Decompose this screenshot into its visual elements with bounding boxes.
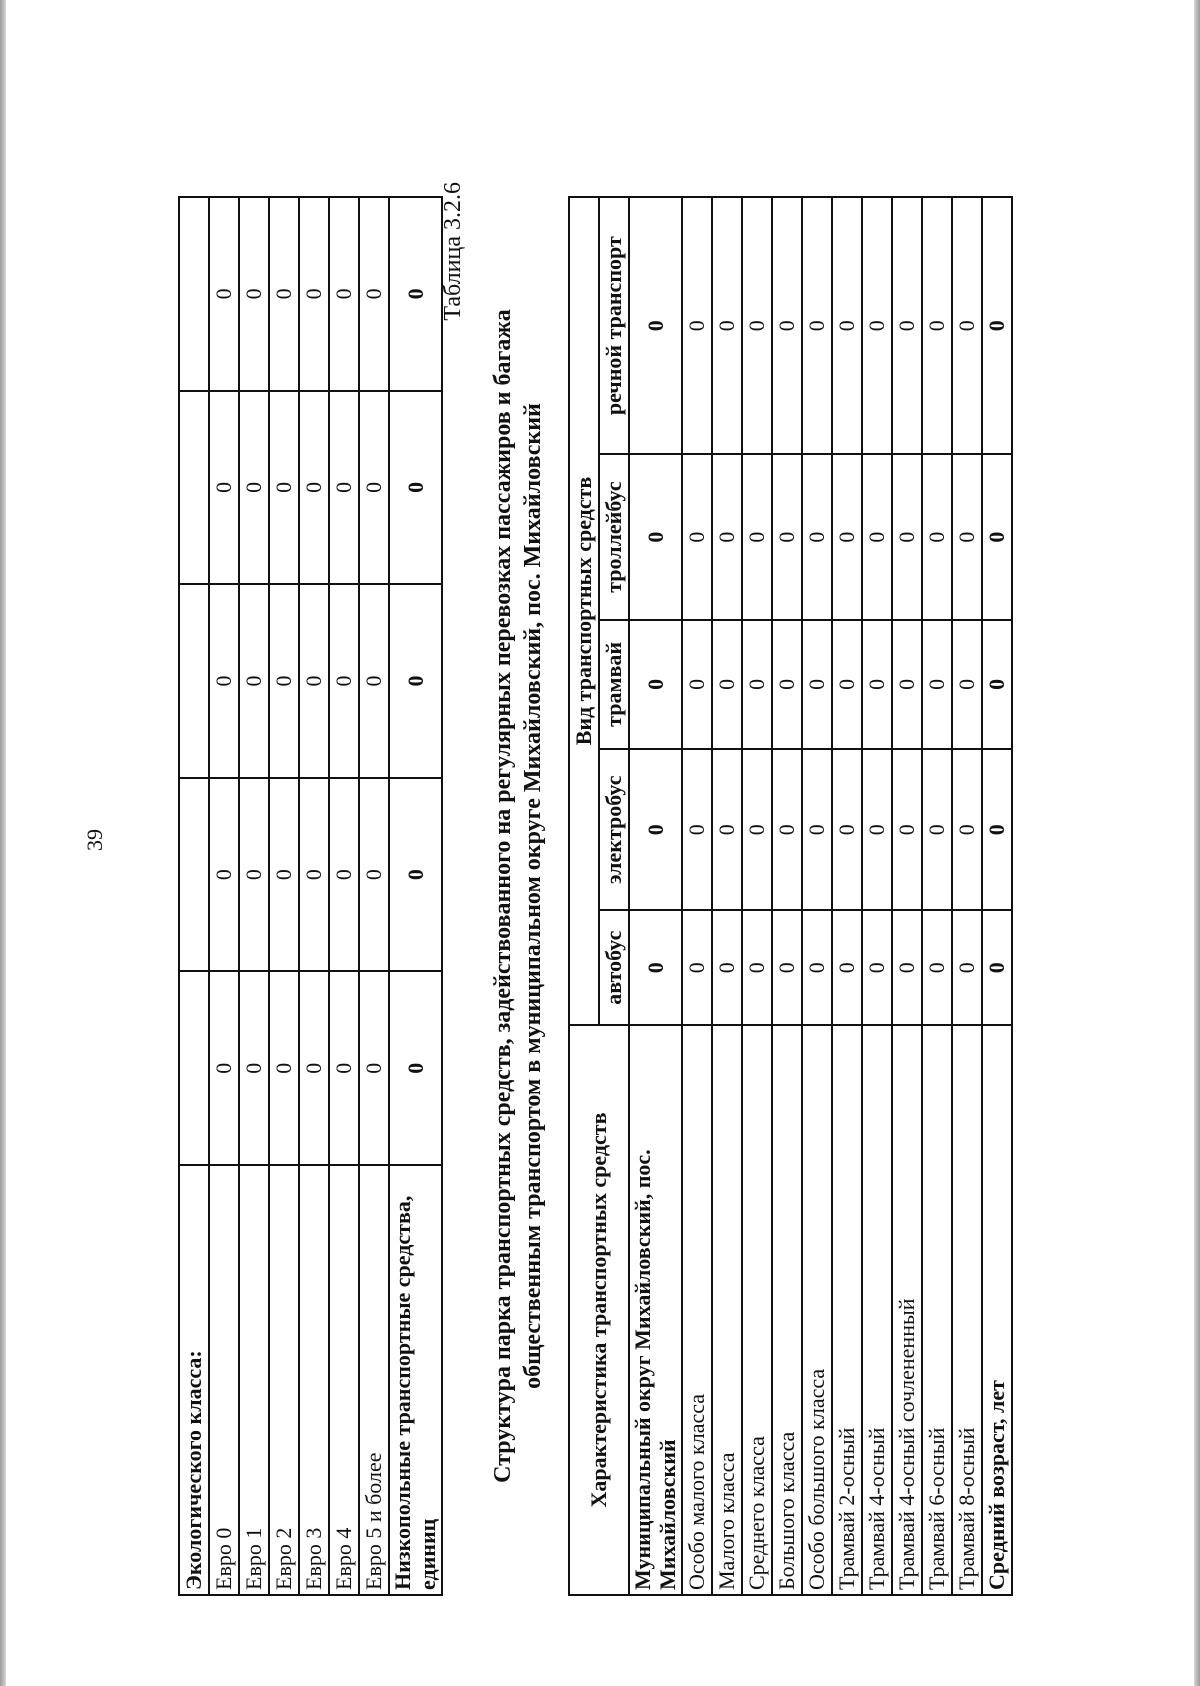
table-row — [802, 197, 832, 1595]
rotated-page-content — [170, 176, 1170, 1596]
table-number: Таблица 3.2.6 — [440, 182, 466, 321]
table-cell: 0 — [269, 778, 299, 972]
header-characteristic: Характеристика транспортных средств — [569, 1025, 629, 1595]
table-cell: 0 — [712, 454, 742, 619]
table-cell: 0 — [802, 749, 832, 910]
row-label: Малого класса — [712, 1025, 742, 1595]
table-cell — [179, 391, 209, 585]
table-cell: 0 — [742, 910, 772, 1025]
table-cell: 0 — [209, 584, 239, 778]
table-cell: 0 — [329, 971, 359, 1165]
table-row — [239, 197, 269, 1595]
table-cell: 0 — [982, 749, 1012, 910]
table-cell: 0 — [329, 197, 359, 391]
table-row — [892, 197, 922, 1595]
table-cell: 0 — [772, 620, 802, 749]
table-cell: 0 — [299, 197, 329, 391]
table-row — [742, 197, 772, 1595]
table-cell: 0 — [862, 454, 892, 619]
table-cell: 0 — [862, 749, 892, 910]
table-cell: 0 — [922, 749, 952, 910]
row-label: Особо большого класса — [802, 1025, 832, 1595]
table-cell: 0 — [299, 584, 329, 778]
column-header: троллейбус — [599, 454, 629, 619]
table-cell: 0 — [862, 620, 892, 749]
table-cell: 0 — [239, 197, 269, 391]
row-label: Трамвай 2-осный — [832, 1025, 862, 1595]
table-cell: 0 — [629, 620, 682, 749]
table-cell: 0 — [982, 910, 1012, 1025]
table-cell: 0 — [299, 971, 329, 1165]
table-cell: 0 — [629, 910, 682, 1025]
column-header: речной транспорт — [599, 197, 629, 454]
table-cell: 0 — [629, 454, 682, 619]
row-label: Трамвай 4-осный сочлененный — [892, 1025, 922, 1595]
table-cell: 0 — [892, 749, 922, 910]
table-cell: 0 — [389, 391, 442, 585]
table-cell: 0 — [952, 620, 982, 749]
table-cell: 0 — [982, 620, 1012, 749]
table-cell — [179, 971, 209, 1165]
table-cell: 0 — [892, 910, 922, 1025]
table-cell: 0 — [329, 778, 359, 972]
column-header: электробус — [599, 749, 629, 910]
table-cell: 0 — [359, 391, 389, 585]
table-cell: 0 — [712, 749, 742, 910]
row-label: Евро 2 — [269, 1165, 299, 1595]
table-header-row — [569, 197, 599, 1595]
column-header: автобус — [599, 910, 629, 1025]
table-cell: 0 — [299, 778, 329, 972]
table-row — [922, 197, 952, 1595]
table-cell: 0 — [329, 391, 359, 585]
table-cell: 0 — [742, 749, 772, 910]
table-cell: 0 — [359, 584, 389, 778]
table-cell: 0 — [802, 454, 832, 619]
table-row — [952, 197, 982, 1595]
table-title — [488, 196, 548, 1596]
table-cell: 0 — [742, 454, 772, 619]
row-label: Трамвай 8-осный — [952, 1025, 982, 1595]
table-row — [389, 197, 442, 1595]
row-label: Большого класса — [772, 1025, 802, 1595]
table-cell: 0 — [712, 910, 742, 1025]
table-cell: 0 — [269, 971, 299, 1165]
table-cell: 0 — [389, 971, 442, 1165]
table-cell: 0 — [892, 454, 922, 619]
table-cell: 0 — [299, 391, 329, 585]
table-cell: 0 — [682, 749, 712, 910]
table-row — [209, 197, 239, 1595]
table-cell: 0 — [629, 197, 682, 454]
table-cell: 0 — [772, 749, 802, 910]
table-row — [682, 197, 712, 1595]
table-cell: 0 — [922, 910, 952, 1025]
row-label: Евро 3 — [299, 1165, 329, 1595]
table-cell: 0 — [952, 197, 982, 454]
column-header: трамвай — [599, 620, 629, 749]
table-ecological-class — [178, 196, 443, 1596]
row-label: Низкопольные транспортные средства, единиц — [389, 1165, 442, 1595]
table-cell: 0 — [772, 197, 802, 454]
table-cell: 0 — [832, 197, 862, 454]
table-cell: 0 — [952, 454, 982, 619]
table-cell — [179, 197, 209, 391]
table-title-line-1: Структура парка транспортных средств, задействованного на регулярных перевозках пассажиров и багажа — [490, 309, 516, 1483]
table-cell: 0 — [982, 454, 1012, 619]
table-cell: 0 — [712, 620, 742, 749]
table-cell: 0 — [922, 620, 952, 749]
row-label: Среднего класса — [742, 1025, 772, 1595]
table-title-line-2: общественным транспортом в муниципальном округе Михайловский, пос. Михайловский — [520, 403, 546, 1389]
table-cell: 0 — [269, 584, 299, 778]
page-number: 39 — [82, 829, 107, 851]
table-row — [359, 197, 389, 1595]
table-cell: 0 — [832, 454, 862, 619]
table-cell: 0 — [359, 971, 389, 1165]
table-cell: 0 — [892, 197, 922, 454]
row-label: Трамвай 6-осный — [922, 1025, 952, 1595]
header-vehicle-type: Вид транспортных средств — [569, 197, 599, 1025]
table-cell: 0 — [952, 910, 982, 1025]
table-row — [982, 197, 1012, 1595]
table-cell: 0 — [389, 778, 442, 972]
table-cell: 0 — [239, 778, 269, 972]
table-row — [329, 197, 359, 1595]
table-cell: 0 — [209, 971, 239, 1165]
table-cell: 0 — [922, 454, 952, 619]
table-cell: 0 — [832, 749, 862, 910]
table-row — [269, 197, 299, 1595]
row-label: Средний возраст, лет — [982, 1025, 1012, 1595]
table-cell: 0 — [802, 620, 832, 749]
row-label: Евро 4 — [329, 1165, 359, 1595]
row-label: Евро 0 — [209, 1165, 239, 1595]
table-cell — [179, 778, 209, 972]
table-cell: 0 — [269, 391, 299, 585]
table-cell: 0 — [239, 391, 269, 585]
table-row — [862, 197, 892, 1595]
table-cell: 0 — [329, 584, 359, 778]
table-cell: 0 — [952, 749, 982, 910]
row-label: Евро 5 и более — [359, 1165, 389, 1595]
table-cell: 0 — [802, 910, 832, 1025]
table-cell: 0 — [772, 454, 802, 619]
row-label: Евро 1 — [239, 1165, 269, 1595]
table-cell: 0 — [802, 197, 832, 454]
table-cell: 0 — [359, 778, 389, 972]
table-row — [772, 197, 802, 1595]
table-cell: 0 — [682, 620, 712, 749]
table-cell: 0 — [239, 584, 269, 778]
table-cell: 0 — [269, 197, 299, 391]
table-cell — [179, 584, 209, 778]
table-cell: 0 — [862, 910, 892, 1025]
scan-edge-left — [0, 0, 6, 1686]
table-cell: 0 — [892, 620, 922, 749]
table1-header-label: Экологического класса: — [179, 1165, 209, 1595]
table-cell: 0 — [389, 197, 442, 391]
table-cell: 0 — [832, 910, 862, 1025]
table-fleet-structure — [568, 196, 1013, 1596]
scan-edge-right — [1194, 0, 1200, 1686]
table-cell: 0 — [832, 620, 862, 749]
table-row — [179, 197, 209, 1595]
table-row — [712, 197, 742, 1595]
table-row — [832, 197, 862, 1595]
table-cell: 0 — [239, 971, 269, 1165]
table-cell: 0 — [209, 778, 239, 972]
table-cell: 0 — [922, 197, 952, 454]
row-label: Трамвай 4-осный — [862, 1025, 892, 1595]
table-cell: 0 — [389, 584, 442, 778]
table-cell: 0 — [629, 749, 682, 910]
table-row — [299, 197, 329, 1595]
table-cell: 0 — [982, 197, 1012, 454]
row-label: Муниципальный округ Михайловский, пос. Михайловский — [629, 1025, 682, 1595]
table-cell: 0 — [712, 197, 742, 454]
table-cell: 0 — [209, 391, 239, 585]
table-cell: 0 — [772, 910, 802, 1025]
row-label: Особо малого класса — [682, 1025, 712, 1595]
table-cell: 0 — [742, 620, 772, 749]
table-cell: 0 — [742, 197, 772, 454]
table-cell: 0 — [862, 197, 892, 454]
table-cell: 0 — [682, 197, 712, 454]
table-cell: 0 — [682, 910, 712, 1025]
table-cell: 0 — [209, 197, 239, 391]
table-cell: 0 — [682, 454, 712, 619]
table-cell: 0 — [359, 197, 389, 391]
table-row — [629, 197, 682, 1595]
